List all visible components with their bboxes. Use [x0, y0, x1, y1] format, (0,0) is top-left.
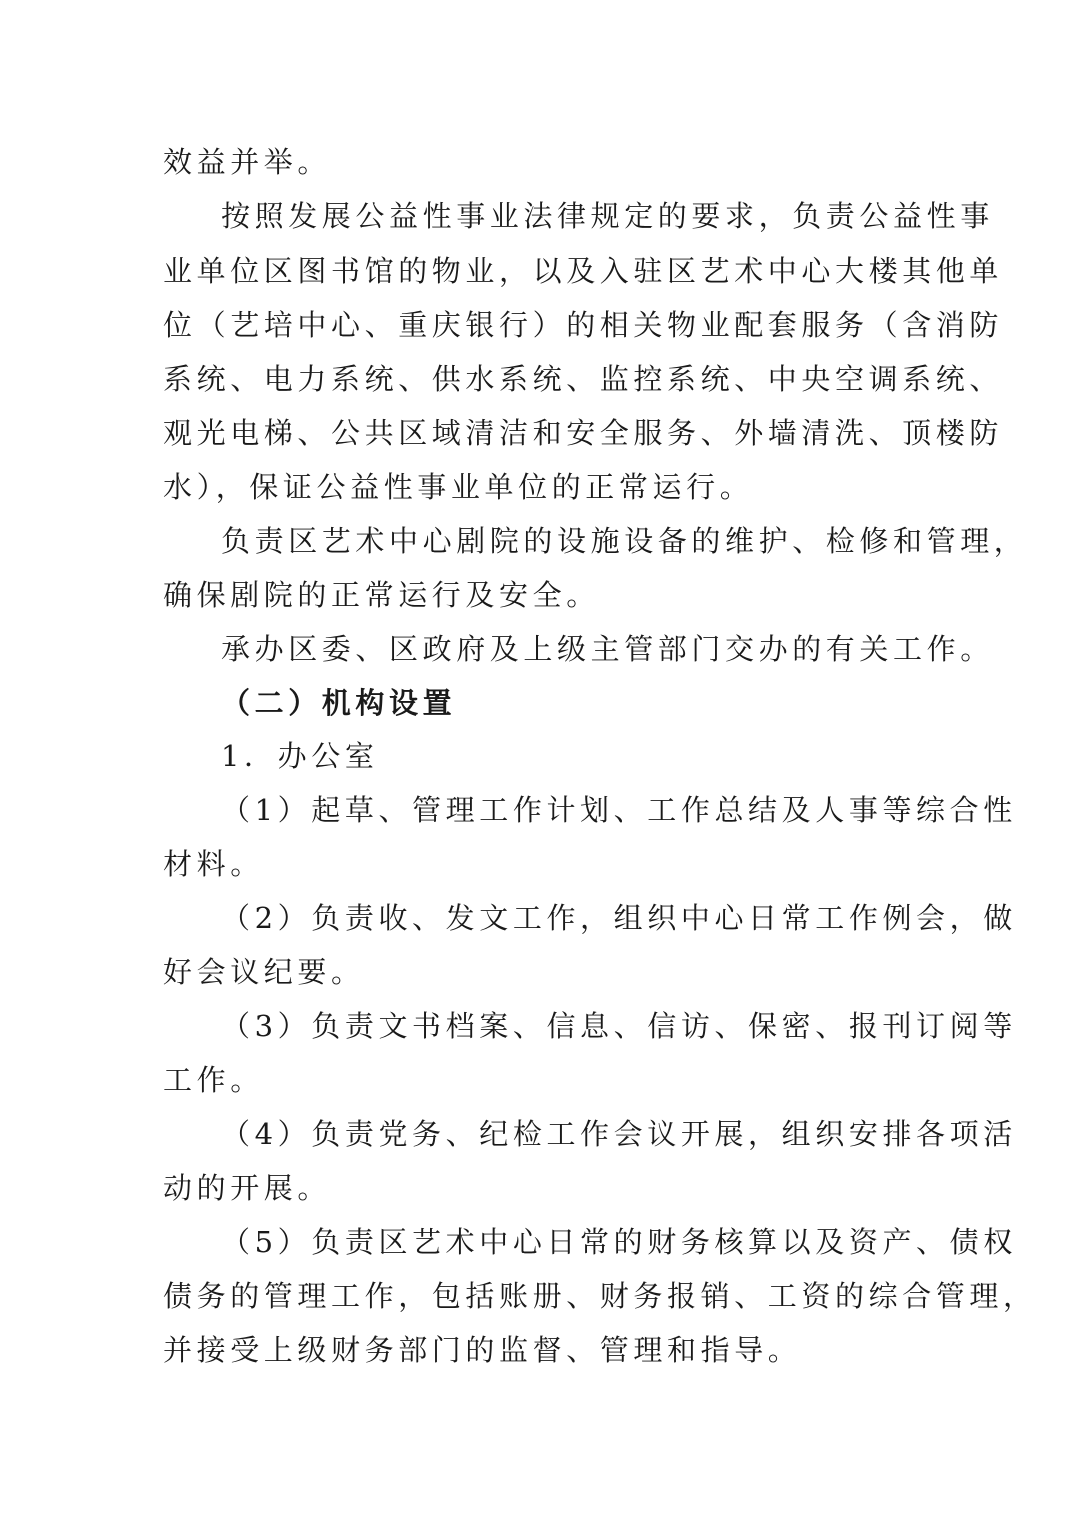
text-line: （3）负责文书档案、信息、信访、保密、报刊订阅等: [221, 1009, 1017, 1043]
subsection-heading: 1．办公室: [221, 739, 379, 773]
text-line: （5）负责区艺术中心日常的财务核算以及资产、债权: [221, 1225, 1017, 1259]
text-line: 并接受上级财务部门的监督、管理和指导。: [163, 1333, 802, 1367]
text-line: 确保剧院的正常运行及安全。: [163, 578, 600, 612]
text-line: （2）负责收、发文工作，组织中心日常工作例会，做: [221, 901, 1017, 935]
text-line: （1）起草、管理工作计划、工作总结及人事等综合性: [221, 793, 1017, 827]
section-heading: （二）机构设置: [221, 686, 457, 720]
text-line: 负责区艺术中心剧院的设施设备的维护、检修和管理，: [221, 524, 1028, 558]
text-line: 工作。: [163, 1063, 264, 1097]
text-line: 位（艺培中心、重庆银行）的相关物业配套服务（含消防: [163, 308, 1004, 342]
text-line: 承办区委、区政府及上级主管部门交办的有关工作。: [221, 632, 994, 666]
text-line: （4）负责党务、纪检工作会议开展，组织安排各项活: [221, 1117, 1017, 1151]
text-line: 按照发展公益性事业法律规定的要求，负责公益性事: [221, 199, 994, 233]
text-line: 水），保证公益性事业单位的正常运行。: [163, 470, 754, 504]
text-line: 材料。: [163, 847, 264, 881]
text-line: 债务的管理工作，包括账册、财务报销、工资的综合管理，: [163, 1279, 1037, 1313]
text-line: 观光电梯、公共区域清洁和安全服务、外墙清洗、顶楼防: [163, 416, 1004, 450]
text-line: 效益并举。: [163, 145, 332, 179]
text-line: 系统、电力系统、供水系统、监控系统、中央空调系统、: [163, 362, 1004, 396]
text-line: 动的开展。: [163, 1171, 332, 1205]
text-line: 好会议纪要。: [163, 955, 365, 989]
text-line: 业单位区图书馆的物业，以及入驻区艺术中心大楼其他单: [163, 254, 1004, 288]
